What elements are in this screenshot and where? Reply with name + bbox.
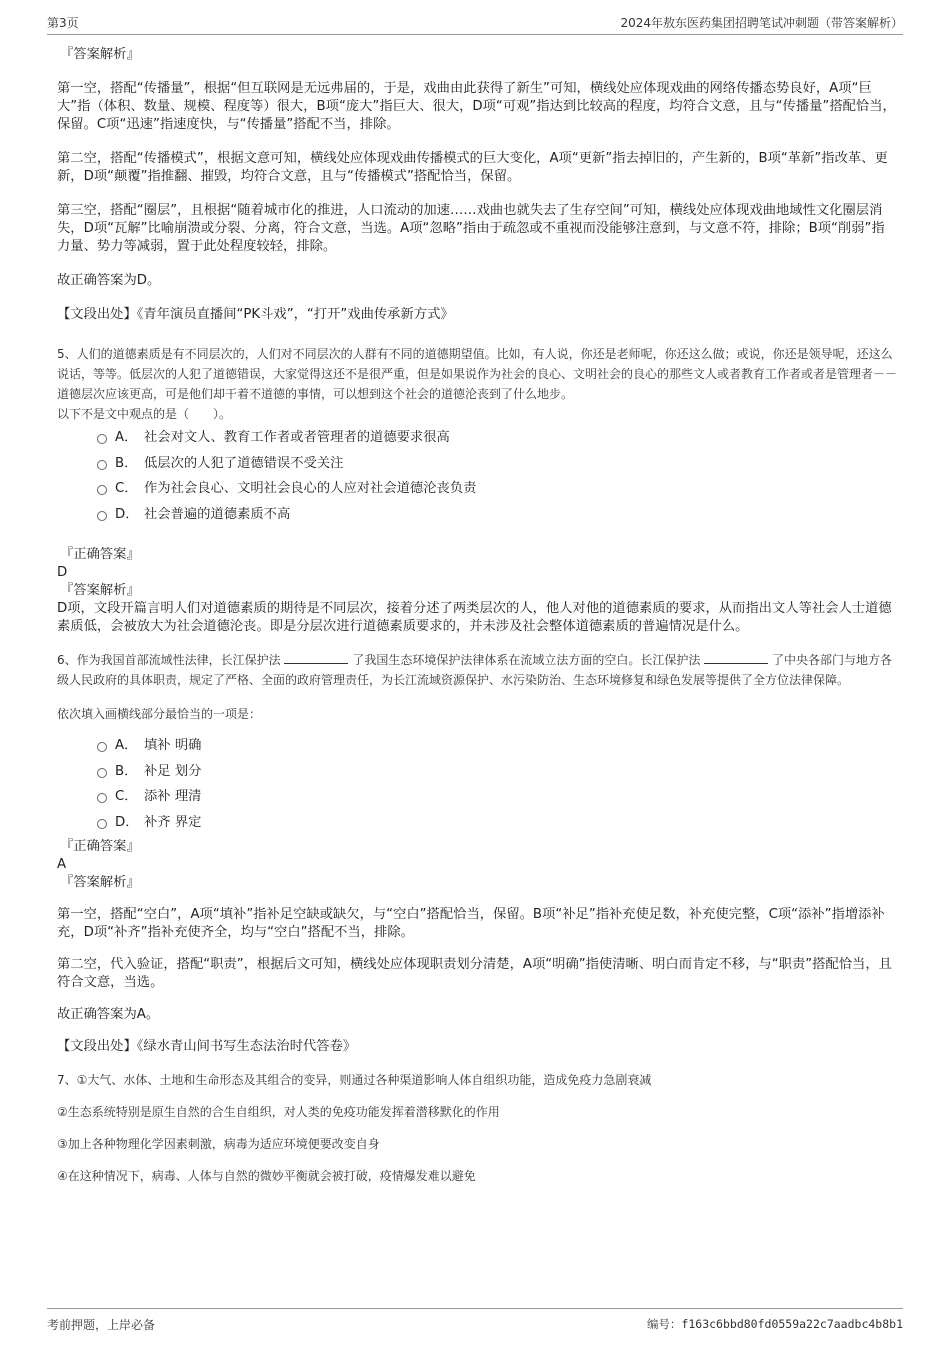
q6-source: 【文段出处】《绿水青山间书写生态法治时代答卷》: [57, 1039, 357, 1054]
q6-conclusion: 故正确答案为A。: [57, 1007, 160, 1022]
q5-option-d[interactable]: D． 社会普遍的道德素质不高: [57, 505, 897, 531]
q5-stem: 5、人们的道德素质是有不同层次的，人们对不同层次的人群有不同的道德期望值。比如，有人说，你还是老师呢，你还这么做；或说，你还是领导呢，还这么说话，等等。低层次的人犯了道德错误，大家觉得这还不是很严重，但是如果说作为社会的良心、文明社会的良心的那些文人或者教育工作者或者是管理者－－道德层次应该更高，可是他们却干着不道德的事情，可以想到这个社会的道德沦丧到了什么地步。: [57, 347, 898, 401]
q7-item-2: ②生态系统特别是原生自然的合生自组织，对人类的免疫功能发挥着潜移默化的作用: [57, 1105, 500, 1119]
q6-analysis-p1: 第一空，搭配“空白”，A项“填补”指补足空缺或缺欠，与“空白”搭配恰当，保留。B项“补足”指补充使足数，补充使完整，C项“添补”指增添补充，D项“补齐”指补充使齐全，均与“空白”搭配不当，排除。: [57, 907, 885, 940]
q4-analysis-p2: 第二空，搭配“传播模式”，根据文意可知，横线处应体现戏曲传播模式的巨大变化，A项“更新”指去掉旧的，产生新的，B项“革新”指改革、更新，D项“颠覆”指推翻、摧毁，均符合文意，且与“传播模式”搭配恰当，保留。: [57, 151, 888, 184]
footer-slogan: 考前押题，上岸必备: [47, 1318, 156, 1332]
q4-analysis-label: 『答案解析』: [60, 47, 140, 62]
q6-option-a[interactable]: A． 填补 明确: [57, 736, 897, 762]
q4-conclusion: 故正确答案为D。: [57, 273, 161, 288]
radio-icon[interactable]: [97, 793, 107, 803]
radio-icon[interactable]: [97, 434, 107, 444]
q4-analysis-p1: 第一空，搭配“传播量”，根据“但互联网是无远弗届的，于是，戏曲由此获得了新生”可知，横线处应体现戏曲的网络传播态势良好，A项“巨大”指（体积、数量、规模、程度等）很大，B项“庞大”指巨大、很大，D项“可观”指达到比较高的程度，均符合文意，且与“传播量”搭配恰当，保留。C项“迅速”指速度快，与“传播量”搭配不当，排除。: [57, 81, 896, 132]
q7-item-1: 7、①大气、水体、土地和生命形态及其组合的变异，则通过各种渠道影响人体自组织功能，造成免疫力急剧衰减: [57, 1073, 652, 1087]
q5-analysis-label: 『答案解析』: [60, 583, 140, 598]
q5-analysis: D项，文段开篇言明人们对道德素质的期待是不同层次，接着分述了两类层次的人，他人对他的道德素质的要求，从而指出文人等社会人士道德素质低，会被放大为社会道德沦丧。即是分层次进行道德素质要求的，并未涉及社会整体道德素质的普遍情况是什么。: [57, 601, 892, 634]
radio-icon[interactable]: [97, 460, 107, 470]
serial-number: 编号：f163c6bbd80fd0559a22c7aadbc4b8b1: [646, 1317, 903, 1331]
page-header: [47, 12, 903, 35]
q5-number: 5、: [57, 347, 77, 361]
q6-number: 6、: [57, 653, 77, 667]
q5-option-b[interactable]: B． 低层次的人犯了道德错误不受关注: [57, 454, 897, 480]
page-footer: [47, 1308, 903, 1335]
q6-answer-label: 『正确答案』: [60, 839, 140, 854]
q5-answer: D: [57, 565, 68, 580]
q7-item-4: ④在这种情况下，病毒、人体与自然的微妙平衡就会被打破，疫情爆发难以避免: [57, 1169, 476, 1183]
q5-answer-label: 『正确答案』: [60, 547, 140, 562]
document-title: 2024年敖东医药集团招聘笔试冲刺题（带答案解析）: [620, 16, 903, 30]
q5-option-a[interactable]: A． 社会对文人、教育工作者或者管理者的道德要求很高: [57, 428, 897, 454]
q7-item-3: ③加上各种物理化学因素刺激，病毒为适应环境便要改变自身: [57, 1137, 380, 1151]
q7-number: 7、: [57, 1073, 77, 1087]
radio-icon[interactable]: [97, 485, 107, 495]
q6-answer: A: [57, 857, 67, 872]
q5-prompt: 以下不是文中观点的是（ ）。: [57, 407, 232, 421]
q6-option-c[interactable]: C． 添补 理清: [57, 787, 897, 813]
q5-option-c[interactable]: C． 作为社会良心、文明社会良心的人应对社会道德沦丧负责: [57, 479, 897, 505]
radio-icon[interactable]: [97, 511, 107, 521]
q6-analysis-p2: 第二空，代入验证，搭配“职责”，根据后文可知，横线处应体现职责划分清楚，A项“明确”指使清晰、明白而肯定不移，与“职责”搭配恰当，且符合文意，当选。: [57, 957, 892, 990]
page-number: 第3页: [47, 16, 79, 30]
q4-source: 【文段出处】《青年演员直播间“PK斗戏”，“打开”戏曲传承新方式》: [57, 307, 454, 322]
radio-icon[interactable]: [97, 819, 107, 829]
blank-1: [284, 651, 348, 664]
q4-analysis-p3: 第三空，搭配“圈层”，且根据“随着城市化的推进，人口流动的加速……戏曲也就失去了生存空间”可知，横线处应体现戏曲地域性文化圈层消失，D项“瓦解”比喻崩溃或分裂、分离，符合文意，当选。A项“忽略”指由于疏忽或不重视而没能够注意到，与文意不符，排除；B项“削弱”指力量、势力等减弱，置于此处程度较轻，排除。: [57, 203, 885, 254]
radio-icon[interactable]: [97, 768, 107, 778]
q6-analysis-label: 『答案解析』: [60, 875, 140, 890]
radio-icon[interactable]: [97, 742, 107, 752]
q6-stem: 6、作为我国首部流域性法律，长江保护法 了我国生态环境保护法律体系在流域立法方面的空白。长江保护法 了中央各部门与地方各级人民政府的具体职责，规定了严格、全面的政府管理责任，为长江流域资源保护、水污染防治、生态环境修复和绿色发展等提供了全方位法律保障。: [57, 653, 892, 687]
page-content: [57, 46, 897, 1186]
q6-option-d[interactable]: D． 补齐 界定: [57, 813, 897, 839]
blank-2: [704, 651, 768, 664]
q6-options: [57, 736, 897, 838]
q6-prompt: 依次填入画横线部分最恰当的一项是：: [57, 707, 262, 721]
q6-option-b[interactable]: B． 补足 划分: [57, 762, 897, 788]
q5-options: [57, 428, 897, 530]
